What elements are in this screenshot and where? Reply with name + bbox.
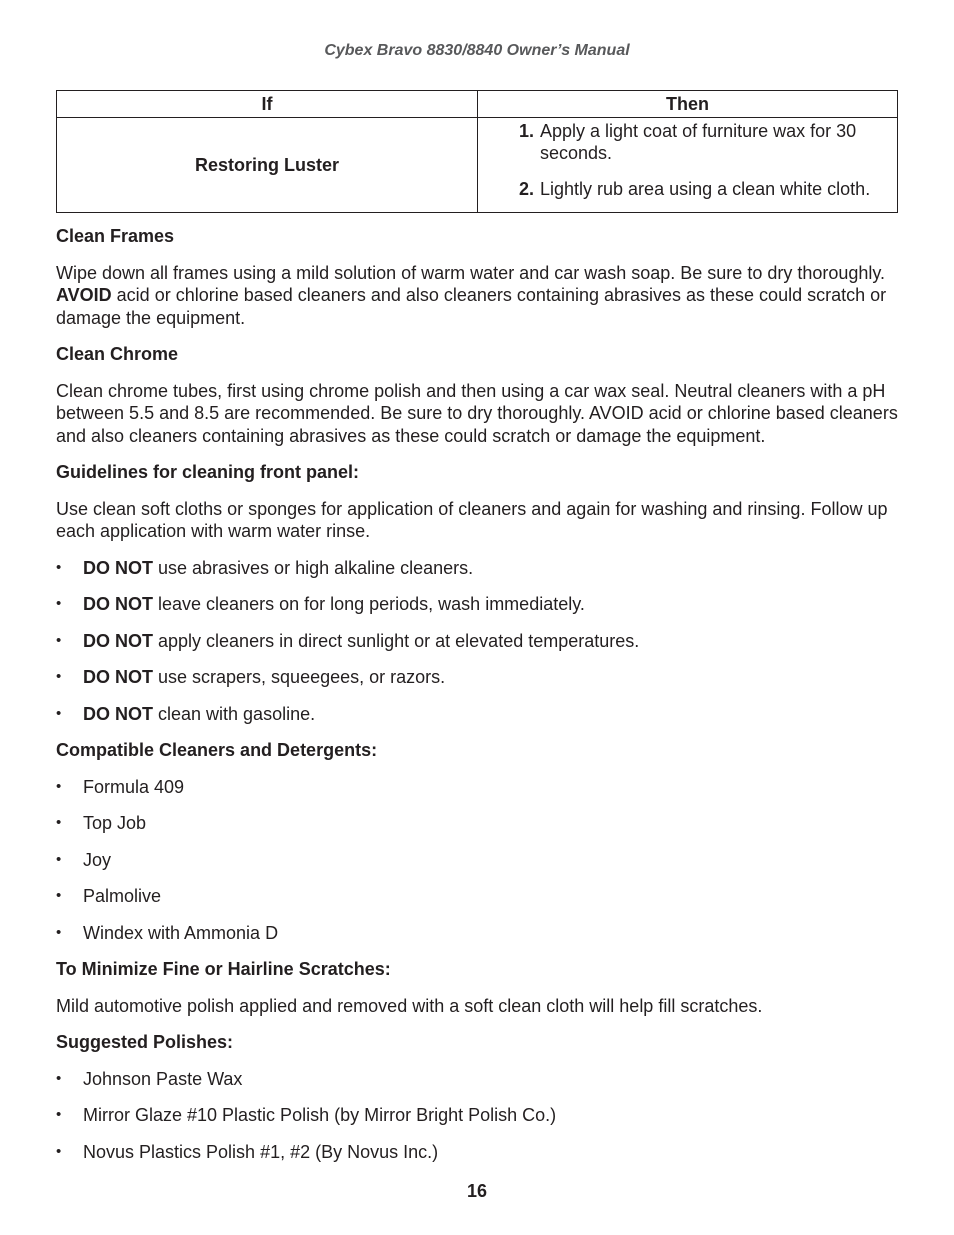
list-item xyxy=(56,703,900,726)
section-heading-scratches: To Minimize Fine or Hairline Scratches: xyxy=(56,959,391,979)
cleaners-list xyxy=(56,776,900,945)
text: acid or chlorine based cleaners and also cleaners containing abrasives as these could scratch or damage the equipment. xyxy=(56,285,887,328)
list-item-text: Windex with Ammonia D xyxy=(83,922,279,943)
do-not-list xyxy=(56,557,900,726)
paragraph-clean-frames xyxy=(56,262,900,330)
list-item-text: DO NOT leave cleaners on for long periods, wash immediately. xyxy=(83,594,585,614)
emphasis: AVOID xyxy=(56,285,112,305)
bullet-icon: • xyxy=(56,631,62,649)
list-item xyxy=(56,557,900,580)
list-item xyxy=(56,593,900,616)
list-item-text: Formula 409 xyxy=(83,776,185,797)
step-item xyxy=(478,178,897,200)
column-header-if: If xyxy=(57,91,478,118)
text: Wipe down all frames using a mild solution of warm water and car wash soap. Be sure to dry thoroughly. xyxy=(56,262,886,283)
list-item xyxy=(56,1068,900,1091)
table-header-row xyxy=(57,91,898,118)
bullet-icon: • xyxy=(56,777,62,795)
bullet-icon: • xyxy=(56,704,62,722)
table-row xyxy=(57,118,898,213)
paragraph-front-panel: Use clean soft cloths or sponges for application of cleaners and again for washing and rinsing. Follow up each application with warm water rinse. xyxy=(56,498,888,541)
list-item-text: Novus Plastics Polish #1, #2 (By Novus Inc.) xyxy=(83,1141,439,1162)
list-item xyxy=(56,1141,900,1164)
bullet-icon: • xyxy=(56,558,62,576)
steps-list xyxy=(478,120,897,200)
list-item-text: DO NOT clean with gasoline. xyxy=(83,703,316,724)
bullet-icon: • xyxy=(56,668,62,685)
bullet-icon: • xyxy=(56,1142,62,1160)
list-item-text: Joy xyxy=(83,849,112,870)
section-heading-clean-frames: Clean Frames xyxy=(56,226,175,246)
section-heading-compatible-cleaners: Compatible Cleaners and Detergents: xyxy=(56,740,378,760)
bullet-icon: • xyxy=(56,850,62,868)
step-number: 1. xyxy=(518,121,534,141)
list-item xyxy=(56,1104,900,1127)
list-item-text: Top Job xyxy=(83,813,147,833)
steps-cell xyxy=(478,118,898,213)
if-then-table xyxy=(56,90,898,213)
polishes-list xyxy=(56,1068,900,1164)
section-heading-polishes: Suggested Polishes: xyxy=(56,1032,234,1052)
column-header-then: Then xyxy=(478,91,898,118)
page-number: 16 xyxy=(466,1181,488,1201)
list-item-text: Mirror Glaze #10 Plastic Polish (by Mirror Bright Polish Co.) xyxy=(83,1105,557,1125)
section-heading-clean-chrome: Clean Chrome xyxy=(56,344,179,364)
bullet-icon: • xyxy=(56,1069,62,1087)
list-item xyxy=(56,922,900,945)
list-item xyxy=(56,666,900,689)
bullet-icon: • xyxy=(56,814,62,831)
list-item xyxy=(56,630,900,653)
bullet-icon: • xyxy=(56,923,62,941)
step-item xyxy=(478,120,897,164)
list-item xyxy=(56,776,900,799)
list-item xyxy=(56,849,900,872)
step-text: Lightly rub area using a clean white cloth. xyxy=(540,179,871,199)
list-item xyxy=(56,885,900,908)
list-item-text: DO NOT apply cleaners in direct sunlight or at elevated temperatures. xyxy=(83,630,640,651)
bullet-icon: • xyxy=(56,1106,62,1123)
paragraph-clean-chrome: Clean chrome tubes, first using chrome polish and then using a car wax seal. Neutral cleaners with a pH between 5.5 and 8.5 are recommended. Be sure to dry thoroughly. AVOID acid or chlorine based cleaners and also cleaners containing abrasives as these could scratch or damage the equipment. xyxy=(56,380,898,446)
list-item-text: Palmolive xyxy=(83,886,162,906)
bullet-icon: • xyxy=(56,887,62,904)
running-header: Cybex Bravo 8830/8840 Owner’s Manual xyxy=(324,42,630,59)
list-item-text: Johnson Paste Wax xyxy=(83,1068,243,1089)
bullet-icon: • xyxy=(56,595,62,612)
paragraph-scratches: Mild automotive polish applied and removed with a soft clean cloth will help fill scratches. xyxy=(56,995,763,1016)
step-text: Apply a light coat of furniture wax for 30 seconds. xyxy=(540,121,857,163)
list-item-text: DO NOT use abrasives or high alkaline cleaners. xyxy=(83,557,474,578)
condition-cell: Restoring Luster xyxy=(57,118,478,213)
section-heading-front-panel: Guidelines for cleaning front panel: xyxy=(56,462,360,482)
list-item xyxy=(56,812,900,835)
page-content xyxy=(56,225,900,1177)
list-item-text: DO NOT use scrapers, squeegees, or razors. xyxy=(83,667,446,687)
step-number: 2. xyxy=(518,179,534,199)
